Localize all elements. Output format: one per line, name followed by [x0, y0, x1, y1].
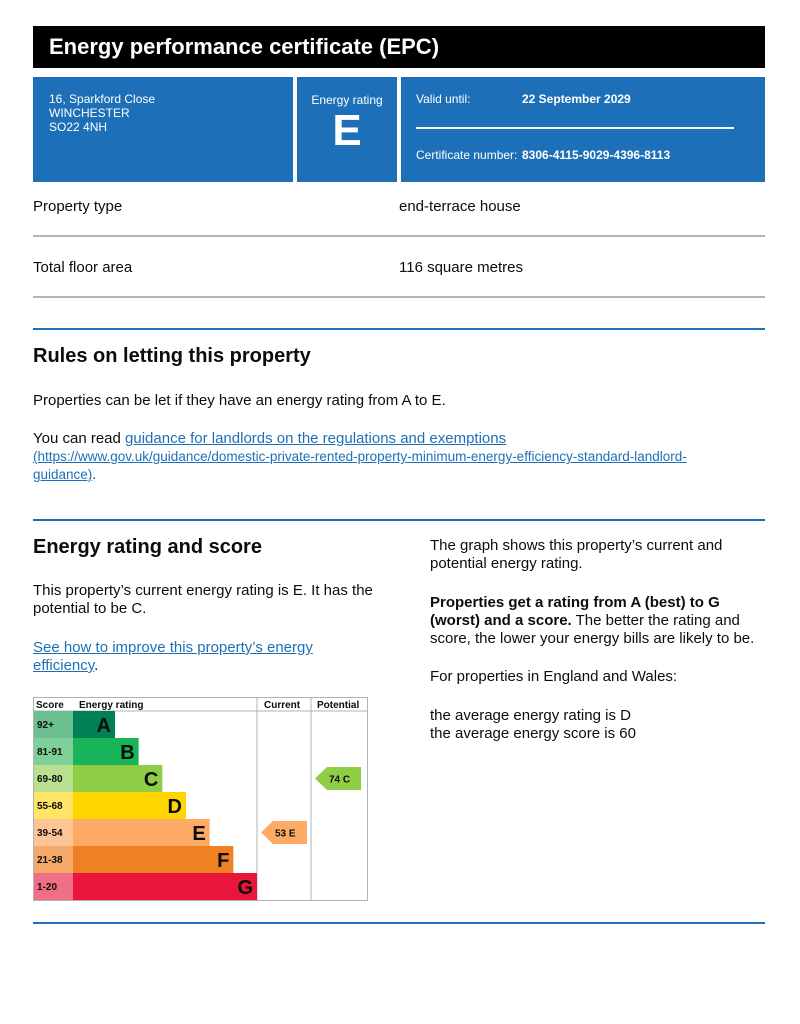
valid-until-label: Valid until:	[416, 92, 471, 106]
energy-rating-letter: E	[332, 106, 362, 155]
band-letter-c: C	[143, 769, 159, 791]
band-letter-f: F	[217, 850, 230, 872]
valid-until-date: 22 September 2029	[522, 92, 631, 106]
energy-heading: Energy rating and score	[33, 536, 262, 558]
band-score-label: 69-80	[37, 774, 63, 785]
band-score-label: 21-38	[37, 855, 63, 866]
average-rating-text: the average energy rating is D	[430, 707, 631, 724]
divider	[33, 235, 765, 237]
chart-column-header: Energy rating	[79, 700, 144, 711]
guidance-url-link[interactable]: (https://www.gov.uk/guidance/domestic-private-rented-property-minimum-energy-efficiency-standard-landlord-	[33, 449, 687, 464]
energy-rating-label: Energy rating	[311, 93, 383, 107]
landlord-guidance-link[interactable]: guidance for landlords on the regulations and exemptions	[125, 430, 507, 447]
rules-heading: Rules on letting this property	[33, 345, 311, 367]
floor-area-value: 116 square metres	[399, 259, 523, 276]
floor-area-label: Total floor area	[33, 259, 133, 276]
band-score-label: 1-20	[37, 882, 58, 893]
region-text: For properties in England and Wales:	[430, 668, 678, 685]
page-title: Energy performance certificate (EPC)	[33, 26, 765, 68]
band-letter-b: B	[120, 742, 135, 764]
section-divider	[33, 922, 765, 924]
guidance-url-link-end[interactable]: guidance)	[33, 467, 93, 482]
band-bar-e	[73, 819, 210, 846]
current-rating-text: This property’s current energy rating is E. It has the potential to be C.	[33, 582, 373, 617]
energy-rating-box	[297, 77, 397, 182]
band-score-label: 81-91	[37, 747, 63, 758]
graph-explanation: The graph shows this property’s current and potential energy rating.	[430, 537, 723, 572]
band-bar-f	[73, 846, 233, 873]
guidance-suffix: .	[92, 467, 97, 482]
rules-paragraph: Properties can be let if they have an energy rating from A to E.	[33, 392, 446, 409]
improve-suffix: .	[94, 657, 99, 674]
rating-explanation-bold: Properties get a rating from A (best) to G (worst) and a score.	[430, 594, 720, 629]
address-line1: 16, Sparkford Close	[49, 92, 156, 106]
average-score-text: the average energy score is 60	[430, 725, 636, 742]
address-box	[33, 77, 293, 182]
certificate-number: 8306-4115-9029-4396-8113	[522, 148, 671, 162]
improve-paragraph	[33, 639, 373, 675]
validity-box	[401, 77, 765, 182]
band-letter-d: D	[167, 796, 182, 818]
band-letter-e: E	[192, 823, 206, 845]
section-divider	[33, 328, 765, 330]
chart-column-header: Current	[264, 700, 301, 711]
rating-explanation	[430, 594, 770, 648]
band-letter-g: G	[237, 877, 253, 899]
divider	[33, 296, 765, 298]
band-score-label: 55-68	[37, 801, 63, 812]
chart-column-header: Potential	[317, 700, 360, 711]
chart-column-header: Score	[36, 700, 64, 711]
property-type-label: Property type	[33, 198, 123, 215]
band-score-label: 39-54	[37, 828, 63, 839]
rules-guidance-paragraph	[33, 430, 773, 484]
current-rating-arrow-label: 53 E	[275, 828, 296, 840]
validity-divider	[416, 127, 734, 129]
address-line2: WINCHESTER	[49, 106, 130, 120]
band-bar-g	[73, 873, 257, 900]
property-type-value: end-terrace house	[399, 198, 521, 215]
energy-rating-chart	[33, 697, 369, 903]
section-divider	[33, 519, 765, 521]
address-line3: SO22 4NH	[49, 120, 108, 134]
improve-efficiency-link[interactable]: See how to improve this property’s energy efficiency	[33, 639, 313, 674]
rating-explanation-rest: The better the rating and score, the lower your energy bills are likely to be.	[430, 612, 755, 647]
certificate-number-label: Certificate number:	[416, 148, 518, 162]
band-score-label: 92+	[37, 720, 54, 731]
guidance-prefix: You can read	[33, 430, 126, 447]
band-letter-a: A	[96, 715, 111, 737]
potential-rating-arrow-label: 74 C	[329, 774, 351, 786]
